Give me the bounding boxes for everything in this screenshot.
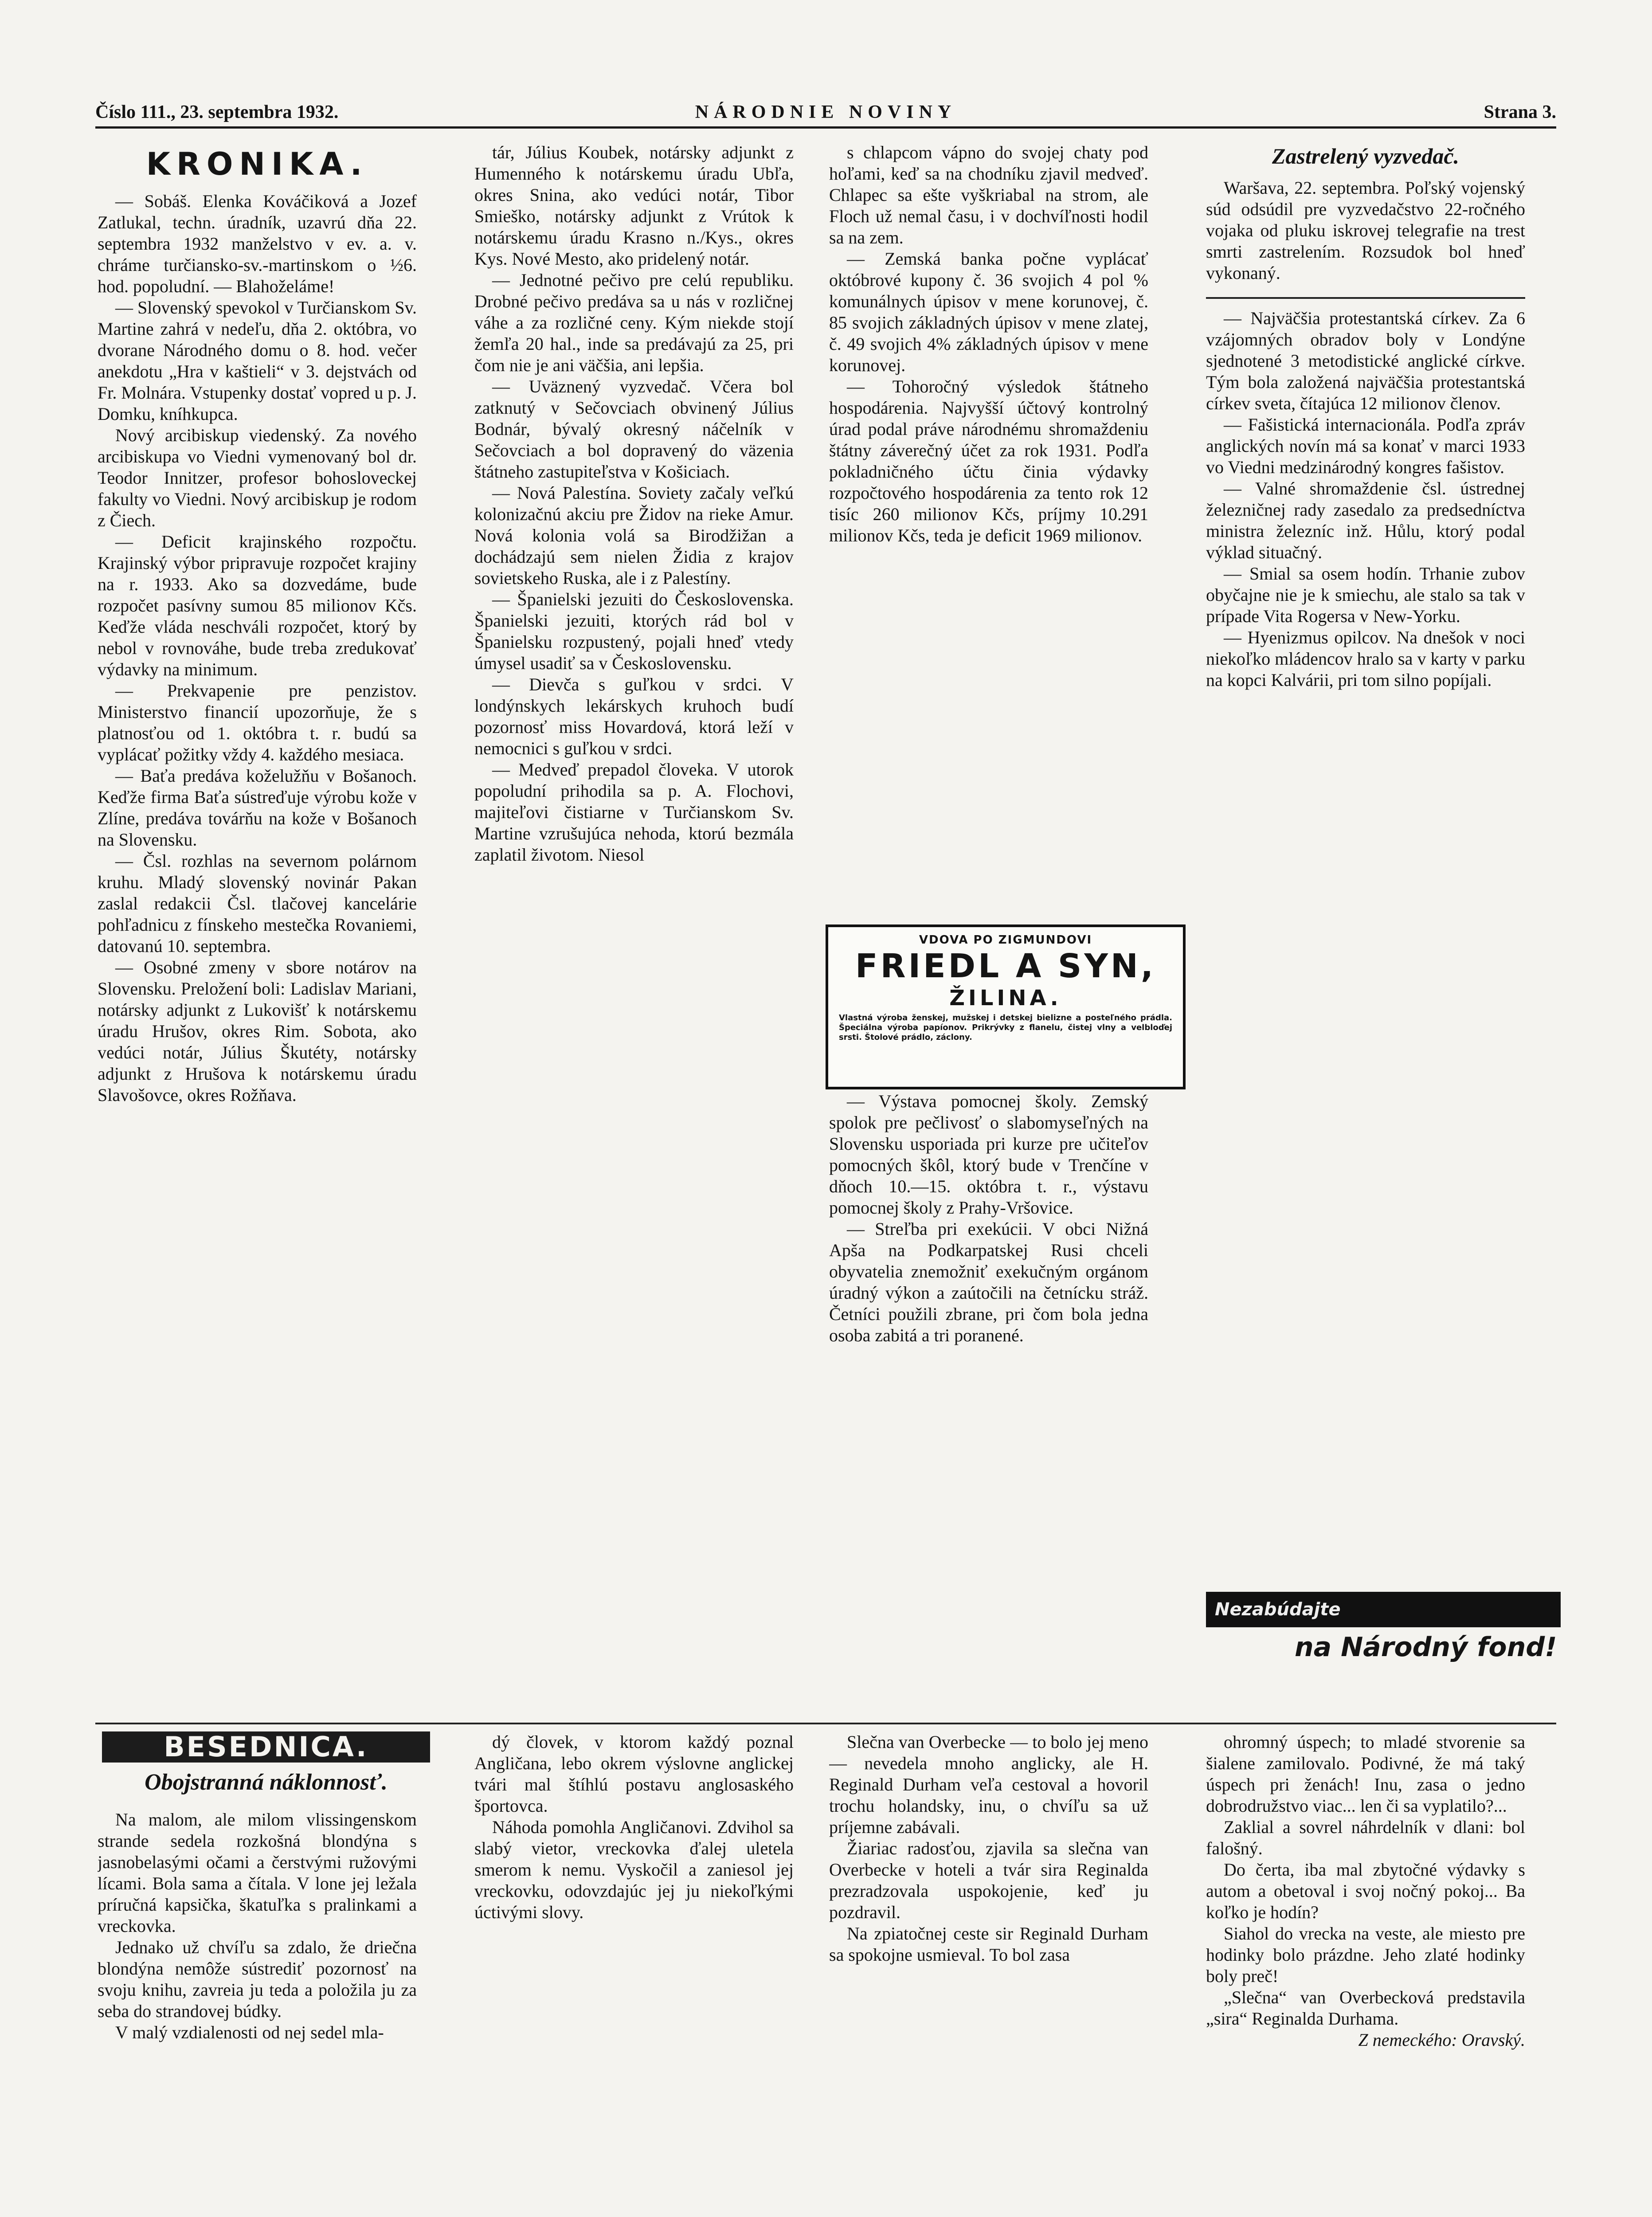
news-item: s chlapcom vápno do svojej chaty pod hoľami, keď sa na chodníku zjavil medveď. Chlapec sa ešte vyškriabal na strom, ale Floch už nemal času, i v dochvíľnosti hodil sa na zem. [829, 142, 1148, 247]
news-item: tár, Július Koubek, notársky adjunkt z Humenného k notárskemu úradu Ubľa, okres Snina, ako vedúci notár, Tibor Smieško, notársky adjunkt z Vrútok k notárskemu úradu Krasno n./Kys., okres Kys. Nové Mesto, ako pridelený notár. [474, 142, 794, 269]
story-paragraph: „Slečna“ van Overbecková predstavila „sira“ Reginalda Durhama. [1206, 1987, 1525, 2029]
story-paragraph: V malý vzdialenosti od nej sedel mla- [115, 2022, 384, 2042]
besednica-subtitle: Obojstranná náklonnosť. [145, 1770, 388, 1795]
story-paragraph: dý človek, v ktorom každý poznal Angličana, lebo okrem výslovne anglickej tvári mal štíhlú postavu anglosaského športovca. [474, 1732, 794, 1816]
ad-fine-print: Vlastná výroba ženskej, mužskej i detskej bielizne a posteľného prádla. Špeciálna výroba papíonov. Prikrývky z flanelu, čistej vlny a velbloďej srsti. Štolové prádlo, záclony. [839, 1013, 1172, 1042]
story-paragraph: Na zpiatočnej ceste sir Reginald Durham sa spokojne usmieval. To bol zasa [829, 1923, 1148, 1965]
page-number: Strana 3. [1484, 102, 1556, 122]
story-paragraph: Zaklial a sovrel náhrdelník v dlani: bol falošný. [1206, 1817, 1525, 1858]
news-item: — Najväčšia protestantská církev. Za 6 vzájomných obradov boly v Londýne sjednotené 3 metodistické anglické církve. Tým bola založená najväčšia protestantská církev sveta, čítajúca 12 milionov členov. [1206, 308, 1525, 413]
news-item: — Prekvapenie pre penzistov. Ministerstvo financií upozorňuje, že s platnosťou od 1. októbra t. r. budú sa vyplácať požitky vždy 4. každého mesiaca. [98, 681, 417, 764]
ad-company-name: FRIEDL A SYN, [855, 947, 1156, 985]
article-headline: Zastrelený vyzvedač. [1272, 144, 1460, 168]
story-paragraph: Náhoda pomohla Angličanovi. Zdvihol sa slabý vietor, vreckovka ďalej uletela smerom k nemu. Vyskočil a zaniesol jej vreckovku, odovzdajúc jej ju niekoľkými úctivými slovy. [474, 1817, 794, 1922]
news-item: — Čsl. rozhlas na severnom polárnom kruhu. Mladý slovenský novinár Pakan zaslal redakcii Čsl. tlačovej kancelárie pohľadnicu z fínskeho mestečka Rovaniemi, datovanú 10. septembra. [98, 851, 417, 956]
news-item: — Španielski jezuiti do Československa. Španielski jezuiti, ktorých rád bol v Španielsku rozpustený, pojali hneď vtedy úmysel usadiť sa v Československu. [474, 589, 794, 673]
news-column-3-lower [829, 1091, 1148, 1729]
news-item: — Nová Palestína. Soviety začaly veľkú kolonizačnú akciu pre Židov na rieke Amur. Nová kolonia volá sa Birodžižan a dochádzajú sem nielen Židia z krajov sovietskeho Ruska, ale i z Palestíny. [474, 483, 794, 588]
kronika-title: KRONIKA. [146, 146, 368, 182]
besednica-column-2 [474, 1731, 794, 2217]
news-item: — Uväznený vyzvedač. Včera bol zatknutý v Sečovciach obvinený Július Bodnár, bývalý okresný náčelník v Sečovciach a bol dopravený do väzenia štátneho zastupiteľstva v Košiciach. [474, 376, 794, 482]
newspaper-name: NÁRODNIE NOVINY [695, 102, 957, 122]
divider [1206, 284, 1525, 299]
news-item: — Valné shromaždenie čsl. ústrednej železničnej rady zasedalo za predsedníctva ministra železníc inž. Hůlu, ktorý podal výklad situačný. [1206, 478, 1525, 562]
news-item: — Deficit krajinského rozpočtu. Krajinský výbor pripravuje rozpočet krajiny na r. 1933. Ako sa dozvedáme, bude rozpočet pasívny sumou 85 milionov Kčs. Keďže vláda neschváli rozpočet, ktorý by nebol v rovnováhe, bude treba zredukovať výdavky na minimum. [98, 532, 417, 679]
kronika-column [98, 142, 417, 1729]
friedl-advertisement [826, 924, 1186, 1089]
ad-line-1: VDOVA PO ZIGMUNDOVI [919, 933, 1092, 947]
story-paragraph: Slečna van Overbecke — to bolo jej meno — nevedela mnoho anglicky, ale H. Reginald Durham veľa cestoval a hovoril trochu holandsky, inu, o chvíľu sa už príjemne zabávali. [829, 1732, 1148, 1837]
narodny-fond-banner: na Národný fond! [1295, 1632, 1557, 1663]
news-item: — Zemská banka počne vyplácať októbrové kupony č. 36 svojich 4 pol % komunálnych úpisov v mene korunovej, č. 85 svojich základných úpisov v mene zlatej, č. 49 svojich 4% základných úpisov v mene korunovej. [829, 249, 1148, 375]
news-item: Nový arcibiskup viedenský. Za nového arcibiskupa vo Viedni vymenovaný bol dr. Teodor Innitzer, profesor bohosloveckej fakulty vo Viedni. Nový arcibiskup je rodom z Čiech. [98, 425, 417, 530]
news-item: — Smial sa osem hodín. Trhanie zubov obyčajne nie je k smiechu, ale stalo sa tak v prípade Vita Rogersa v New-Yorku. [1206, 564, 1525, 626]
news-item: — Fašistická internacionála. Podľa zpráv anglických novín má sa konať v marci 1933 vo Viedni medzinárodný kongres fašistov. [1206, 415, 1525, 477]
news-item: — Výstava pomocnej školy. Zemský spolok pre pečlivosť o slabomyseľných na Slovensku usporiada pri kurze pre učiteľov pomocných škôl, ktorý bude v Trenčíne v dňoch 10.—15. októbra t. r., výstavu pomocnej školy z Prahy-Vršovice. [829, 1091, 1148, 1218]
story-paragraph: Žiariac radosťou, zjavila sa slečna van Overbecke v hoteli a tvár sira Reginalda prezradzovala uspokojenie, keď ju pozdravil. [829, 1838, 1148, 1922]
story-paragraph: Jednako už chvíľu sa zdalo, že driečna blondýna nemôže sústrediť pozornosť na svoju knihu, zavreia ju teda a položila ju za seba do strandovej búdky. [98, 1937, 417, 2021]
besednica-column-3 [829, 1731, 1148, 2217]
story-paragraph: Na malom, ale milom vlissingenskom strande sedela rozkošná blondýna s jasnobelasými očami a čerstvými ružovými lícami. Bola sama a čítala. V lone jej ležala príručná kapsička, škatuľka s pralinkami a vreckovka. [98, 1810, 417, 1936]
news-item: — Sobáš. Elenka Kováčiková a Jozef Zatlukal, techn. úradník, uzavrú dňa 22. septembra 1932 manželstvo v ev. a. v. chráme turčiansko-sv.-martinskom o ½6. hod. popoludní. — Blahoželáme! [98, 191, 417, 296]
news-item: — Osobné zmeny v sbore notárov na Slovensku. Preložení boli: Ladislav Mariani, notársky adjunkt z Lukovišť k notárskemu úradu Hrušov, okres Rim. Sobota, ako vedúci notár, Július Škutéty, notársky adjunkt z Hrušova k notárskemu úradu Slavošovce, okres Rožňava. [98, 957, 417, 1105]
news-column-4 [1206, 142, 1525, 1760]
story-paragraph: ohromný úspech; to mladé stvorenie sa šialene zamilovalo. Podivné, že má taký úspech pri ženách! Inu, zasa o jedno dobrodružstvo viac... len či sa vyplatilo?... [1206, 1732, 1525, 1816]
story-paragraph: Siahol do vrecka na veste, ale miesto pre hodinky bolo prázdne. Jeho zlaté hodinky boly preč! [1206, 1923, 1525, 1986]
besednica-title: BESEDNICA. [102, 1731, 430, 1763]
news-item: — Medveď prepadol človeka. V utorok popoludní prihodila sa p. A. Flochovi, majiteľovi čistiarne v Turčianskom Sv. Martine vzrušujúca nehoda, ktorú bezmála zaplatil životom. Niesol [474, 760, 794, 865]
ad-city: ŽILINA. [949, 986, 1062, 1011]
story-signoff: Z nemeckého: Oravský. [1358, 2030, 1525, 2050]
news-item: — Hyenizmus opilcov. Na dnešok v noci niekoľko mládencov hralo sa v karty v parku na kopci Kalvárii, pri tom silno popíjali. [1206, 627, 1525, 690]
section-divider [95, 1723, 1556, 1724]
issue-date: Číslo 111., 23. septembra 1932. [95, 102, 339, 122]
news-item: — Slovenský spevokol v Turčianskom Sv. Martine zahrá v nedeľu, dňa 2. októbra, vo dvorane Národného domu o 8. hod. večer anekdotu „Hra v kaštieli“ v 3. dejstvách od Fr. Molnára. Vstupenky dostať vopred u p. J. Domku, kníhkupca. [98, 298, 417, 424]
news-column-2 [474, 142, 794, 1729]
nezabudajte-banner: Nezabúdajte [1206, 1592, 1561, 1627]
news-item: — Tohoročný výsledok štátneho hospodárenia. Najvyšší účtový kontrolný úrad podal práve národnému shromaždeniu štátny záverečný účet za rok 1931. Podľa pokladničného účtu činia výdavky rozpočtového hospodárenia za tento rok 12 tisíc 260 milionov Kčs, príjmy 10.291 milionov Kčs, teda je deficit 1969 milionov. [829, 376, 1148, 545]
news-column-3 [829, 142, 1148, 913]
news-item: — Jednotné pečivo pre celú republiku. Drobné pečivo predáva sa u nás v rozličnej váhe a za rozličné ceny. Kým niekde stojí žemľa 20 hal., inde sa predávajú za 25, pri čom nie je ani väčšia, ani lepšia. [474, 270, 794, 375]
news-item: — Baťa predáva koželužňu v Bošanoch. Keďže firma Baťa sústreďuje výrobu kože v Zlíne, predáva továrňu na kože v Bošanoch na Slovensku. [98, 766, 417, 850]
news-item: Waršava, 22. septembra. Poľský vojenský súd odsúdil pre vyzvedačstvo 22-ročného vojaka od pluku iskrovej telegrafie na trest smrti zastrelením. Rozsudok bol hneď vykonaný. [1206, 178, 1525, 283]
besednica-column-1 [98, 1809, 417, 2217]
story-paragraph: Do čerta, iba mal zbytočné výdavky s autom a obetoval i svoj nočný pokoj... Ba koľko je hodín? [1206, 1860, 1525, 1922]
masthead-bar [95, 95, 1556, 129]
news-item: — Dievča s guľkou v srdci. V londýnskych lekárskych kruhoch budí pozornosť miss Hovardová, ktorá leží v nemocnici s guľkou v srdci. [474, 674, 794, 758]
news-item: — Streľba pri exekúcii. V obci Nižná Apša na Podkarpatskej Rusi chceli obyvatelia znemožniť exekučným orgánom úradný výkon a zaútočili na četnícku stráž. Četníci použili zbrane, pri čom bola jedna osoba zabitá a tri poranené. [829, 1219, 1148, 1345]
besednica-column-4 [1206, 1731, 1525, 2210]
